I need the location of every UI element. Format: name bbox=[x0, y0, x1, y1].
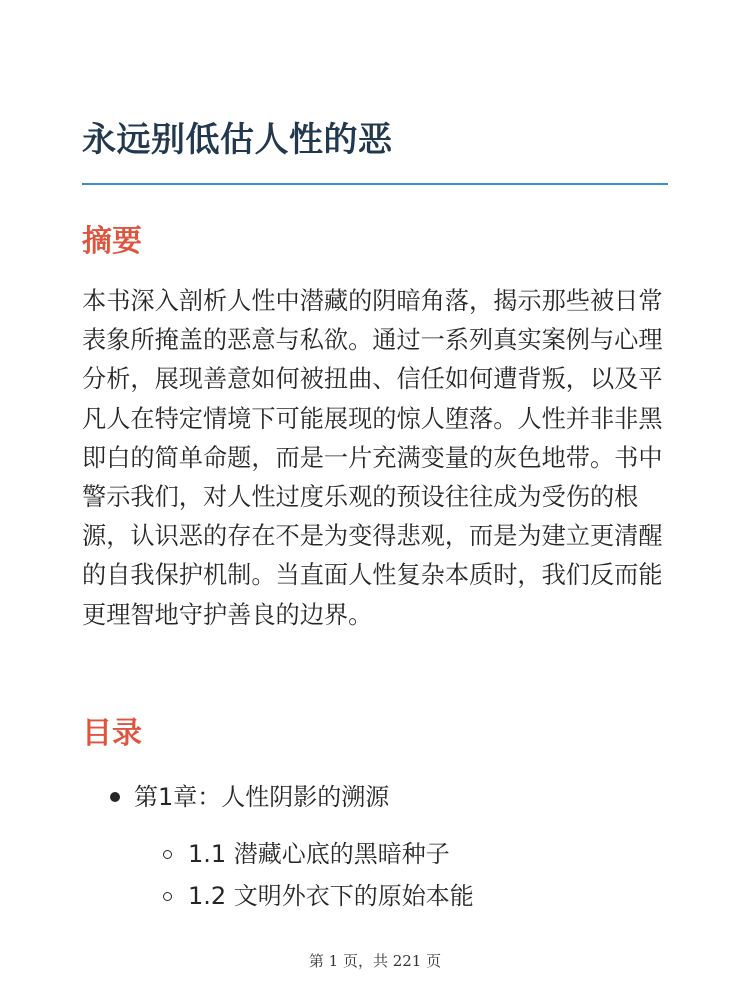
toc-section-label[interactable]: 1.1 潜藏心底的黑暗种子 bbox=[188, 840, 450, 868]
bullet-circle-icon bbox=[163, 892, 172, 901]
summary-heading: 摘要 bbox=[82, 224, 142, 259]
title-divider bbox=[82, 183, 668, 185]
document-title: 永远别低估人性的恶 bbox=[82, 120, 393, 160]
page-footer: 第 1 页，共 221 页 bbox=[308, 952, 442, 970]
summary-paragraph: 本书深入剖析人性中潜藏的阴暗角落，揭示那些被日常表象所掩盖的恶意与私欲。通过一系列真实案例与心理分析，展现善意如何被扭曲、信任如何遭背叛，以及平凡人在特定情境下可能展现的惊人堕落。人性并非非黑即白的简单命题，而是一片充满变量的灰色地带。书中警示我们，对人性过度乐观的预设往往成为受伤的根源，认识恶的存在不是为变得悲观，而是为建立更清醒的自我保护机制。当直面人性复杂本质时，我们反而能更理智地守护善良的边界。 bbox=[82, 287, 663, 629]
bullet-disc-icon bbox=[110, 792, 120, 802]
toc-heading: 目录 bbox=[82, 716, 142, 751]
toc-section-label[interactable]: 1.2 文明外衣下的原始本能 bbox=[188, 882, 474, 910]
toc-chapter-label[interactable]: 第1章：人性阴影的溯源 bbox=[134, 783, 390, 811]
bullet-circle-icon bbox=[163, 850, 172, 859]
